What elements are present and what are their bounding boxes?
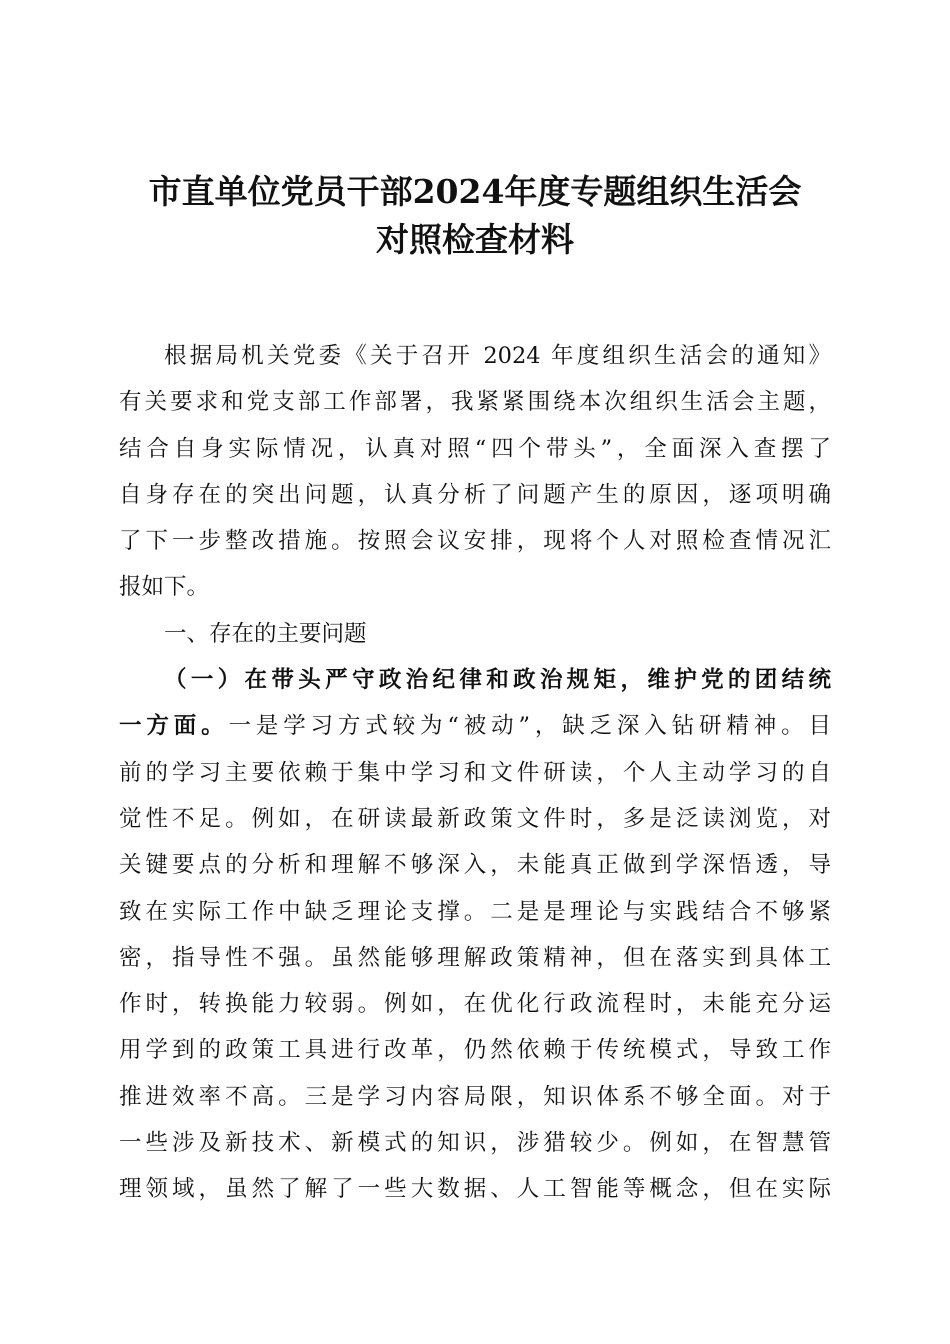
paragraph-line-text: 一是学习方式较为“被动”，缺乏深入钻研精神。目 [228,713,831,740]
paragraph-line [119,703,831,749]
paragraph-line: 根据局机关党委《关于召开 2024 年度组织生活会的通知》 [164,343,831,369]
title-line-1: 市直单位党员干部2024年度专题组织生活会 [148,172,802,211]
subsection-heading-end: 一方面。 [119,713,229,740]
paragraph-line: 密，指导性不强。虽然能够理解政策精神，但在落实到具体工 [119,944,831,971]
paragraph-line: 推进效率不高。三是学习内容局限，知识体系不够全面。对于 [119,1083,831,1110]
title-line-2: 对照检查材料 [376,220,574,259]
paragraph-line: 觉性不足。例如，在研读最新政策文件时，多是泛读浏览，对 [119,805,831,832]
paragraph-line: 前的学习主要依赖于集中学习和文件研读，个人主动学习的自 [119,759,831,786]
paragraph-line: 致在实际工作中缺乏理论支撑。二是是理论与实践结合不够紧 [119,898,831,925]
paragraph-line: 自身存在的突出问题，认真分析了问题产生的原因，逐项明确 [119,481,831,508]
paragraph-line: 关键要点的分析和理解不够深入，未能真正做到学深悟透，导 [119,852,831,879]
section-heading: 一、存在的主要问题 [164,620,367,647]
paragraph-line: 理领域，虽然了解了一些大数据、人工智能等概念，但在实际 [119,1176,831,1203]
paragraph-line: 了下一步整改措施。按照会议安排，现将个人对照检查情况汇 [119,528,831,555]
document-title [0,168,950,264]
paragraph-line: 用学到的政策工具进行改革，仍然依赖于传统模式，导致工作 [119,1037,831,1064]
paragraph-line: 作时，转换能力较弱。例如，在优化行政流程时，未能充分运 [119,991,831,1018]
paragraph-line: 有关要求和党支部工作部署，我紧紧围绕本次组织生活会主题， [119,389,831,416]
paragraph-line: 报如下。 [119,574,210,601]
subsection-heading: （一）在带头严守政治纪律和政治规矩，维护党的团结统 [164,667,831,694]
paragraph-line: 结合自身实际情况，认真对照“四个带头”，全面深入查摆了 [119,435,831,462]
paragraph-line: 一些涉及新技术、新模式的知识，涉猎较少。例如，在智慧管 [119,1130,831,1157]
document-body [119,333,831,1213]
